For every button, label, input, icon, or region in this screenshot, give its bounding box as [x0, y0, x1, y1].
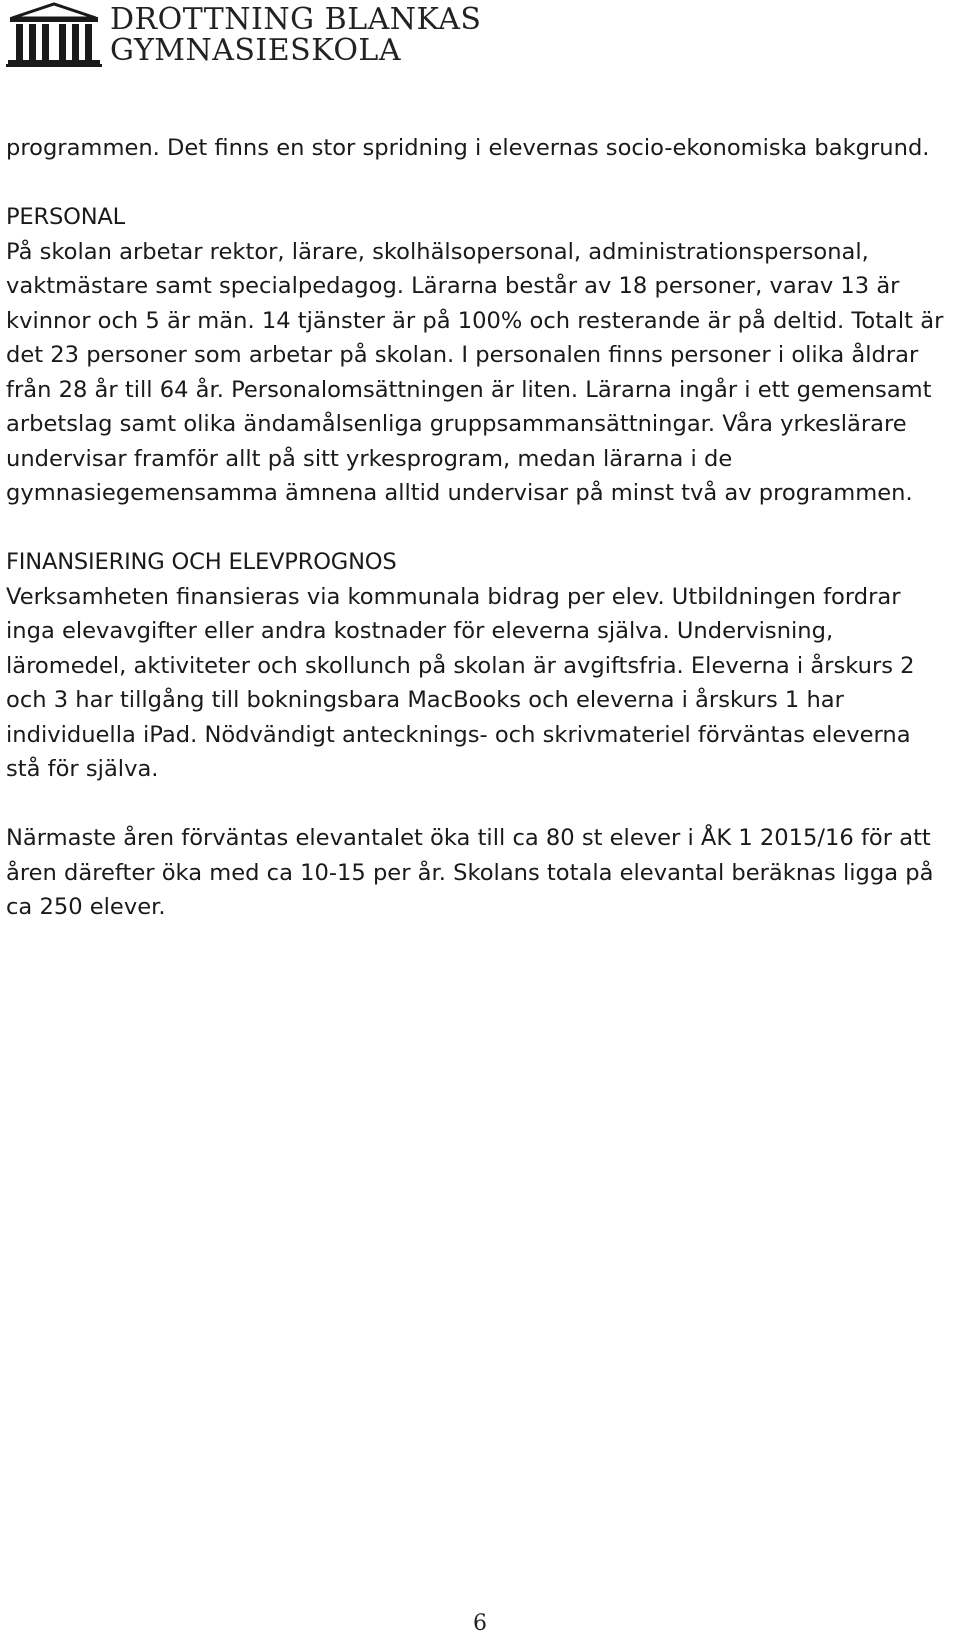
finansiering-heading: FINANSIERING OCH ELEVPROGNOS	[6, 549, 397, 575]
school-name	[110, 4, 481, 66]
paragraph-spacer	[6, 511, 951, 546]
personal-paragraph: På skolan arbetar rektor, lärare, skolhälsopersonal, administrationspersonal, vaktmästare samt specialpedagog. Lärarna består av 18 personer, varav 13 är kvinnor och 5 är män. 14 tjänster är på 100% och resterande är på deltid. Totalt är det 23 personer som arbetar på skolan. I personalen finns personer i olika åldrar från 28 år till 64 år. Personalomsättningen är liten. Lärarna ingår i ett gemensamt arbetslag samt olika ändamålsenliga gruppsammansättningar. Våra yrkeslärare undervisar framför allt på sitt yrkesprogram, medan lärarna i de gymnasiegemensamma ämnena alltid undervisar på minst två av programmen.	[6, 238, 944, 506]
page-header	[6, 2, 481, 68]
personal-heading: PERSONAL	[6, 204, 126, 230]
document-body	[6, 131, 951, 925]
finansiering-paragraph: Verksamheten finansieras via kommunala bidrag per elev. Utbildningen fordrar inga elevavgifter eller andra kostnader för eleverna själva. Undervisning, läromedel, aktiviteter och skollunch på skolan är avgiftsfria. Eleverna i årskurs 2 och 3 har tillgång till bokningsbara MacBooks och eleverna i årskurs 1 har individuella iPad. Nödvändigt antecknings- och skrivmateriel förväntas eleverna stå för själva.	[6, 583, 915, 782]
school-logo-columns-icon	[6, 2, 102, 68]
paragraph-spacer	[6, 787, 951, 822]
paragraph-spacer	[6, 166, 951, 201]
page-number: 6	[473, 1611, 487, 1636]
intro-continuation-paragraph: programmen. Det finns en stor spridning i elevernas socio-ekonomiska bakgrund.	[6, 135, 930, 161]
school-name-line-1: DROTTNING BLANKAS	[110, 2, 482, 37]
prognos-paragraph: Närmaste åren förväntas elevantalet öka till ca 80 st elever i ÅK 1 2015/16 för att åren därefter öka med ca 10-15 per år. Skolans totala elevantal beräknas ligga på ca 250 elever.	[6, 825, 934, 920]
school-name-line-2: GYMNASIESKOLA	[110, 33, 402, 68]
